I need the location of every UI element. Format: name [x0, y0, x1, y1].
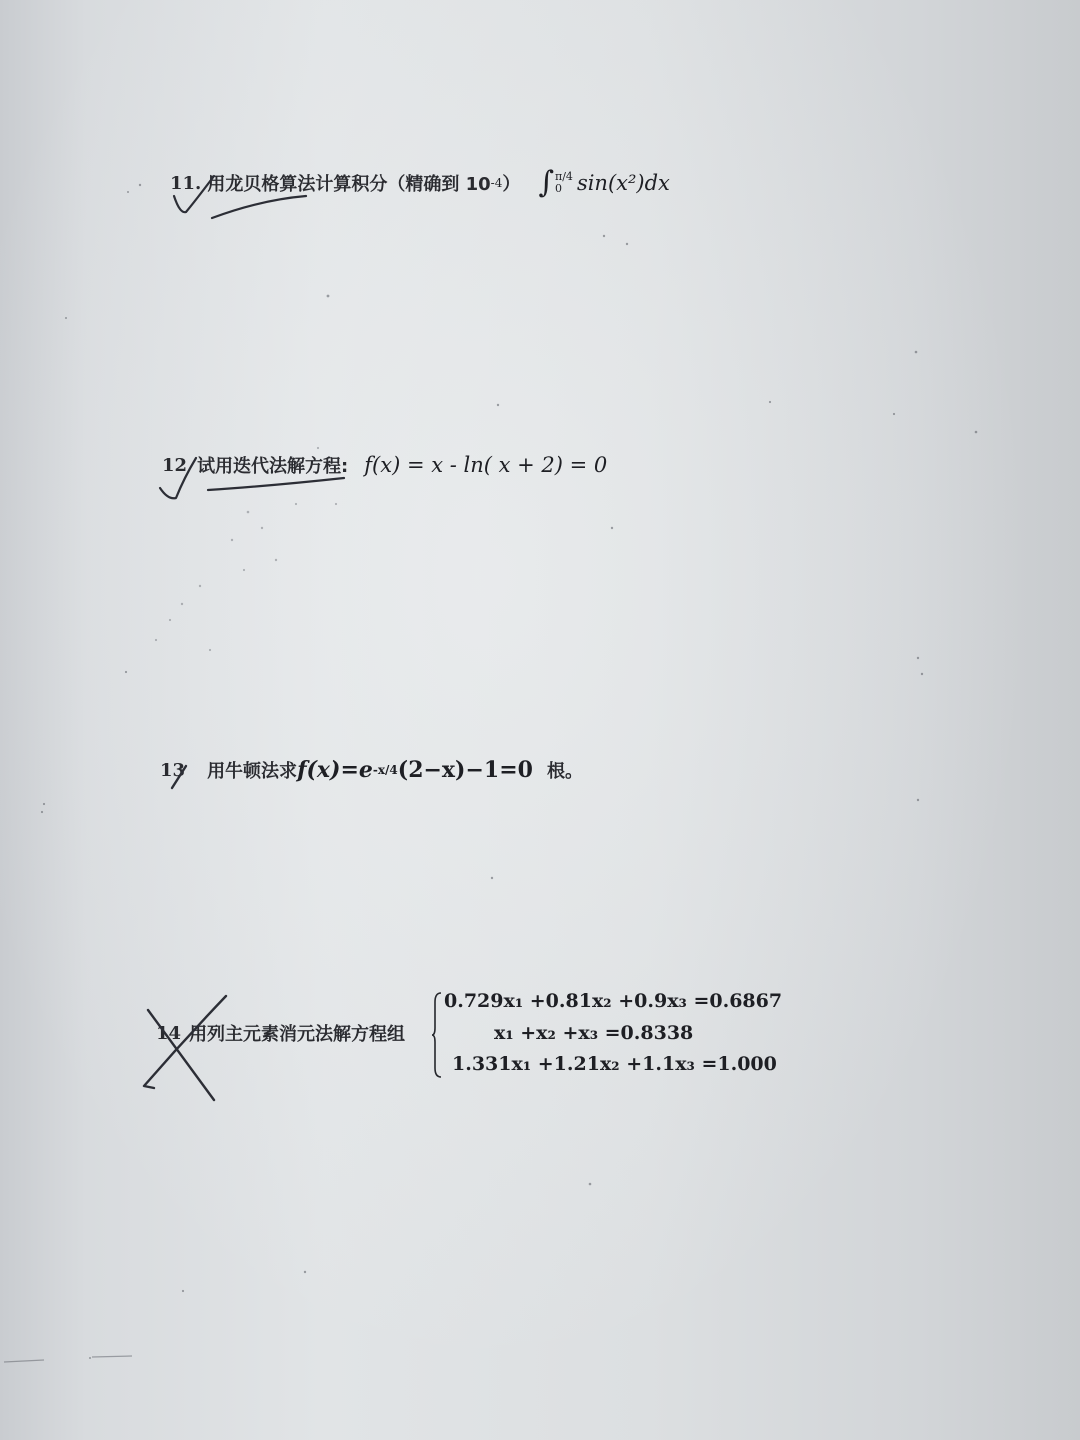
question-12	[162, 452, 607, 478]
system-brace	[432, 992, 442, 1078]
question-11-close: ）	[502, 174, 521, 195]
question-11	[170, 165, 670, 200]
integral-lower-limit: 0	[555, 182, 562, 195]
edge-dashes	[4, 1356, 132, 1362]
question-14-number: 14	[156, 1022, 182, 1044]
question-11-number: 11.	[170, 172, 202, 194]
question-13-number: 13	[160, 759, 186, 781]
question-13-exponent: -x/4	[372, 763, 398, 777]
question-11-exponent: -4	[490, 176, 503, 190]
integral-upper-limit: π/4	[555, 169, 573, 183]
question-14-text: 用列主元素消元法解方程组	[189, 1024, 406, 1045]
underline-q12	[208, 478, 344, 490]
integrand: sin(x²)dx	[576, 171, 670, 195]
question-13-equation-rest: (2−x)−1=0	[397, 757, 533, 783]
integral-expression	[538, 165, 670, 200]
question-13	[160, 757, 583, 783]
system-equation-3: 1.331x₁ +1.21x₂ +1.1x₃ =1.000	[452, 1053, 777, 1075]
system-equation-1: 0.729x₁ +0.81x₂ +0.9x₃ =0.6867	[444, 990, 783, 1012]
integral-sign: ∫	[538, 165, 554, 200]
question-14	[156, 1020, 405, 1046]
integral-limits	[555, 171, 573, 195]
question-12-number: 12	[162, 454, 188, 476]
underline-q11	[212, 196, 306, 218]
system-equation-2: x₁ +x₂ +x₃ =0.8338	[494, 1022, 694, 1044]
question-13-text: 用牛顿法求	[207, 761, 298, 782]
question-12-equation: f(x) = x - ln( x + 2) = 0	[364, 453, 608, 477]
question-13-equation: f(x)=e	[297, 757, 373, 783]
question-13-tail: 根。	[546, 761, 583, 782]
question-12-text: 试用迭代法解方程:	[197, 456, 349, 477]
question-11-text: 用龙贝格算法计算积分（精确到 10	[207, 174, 491, 195]
